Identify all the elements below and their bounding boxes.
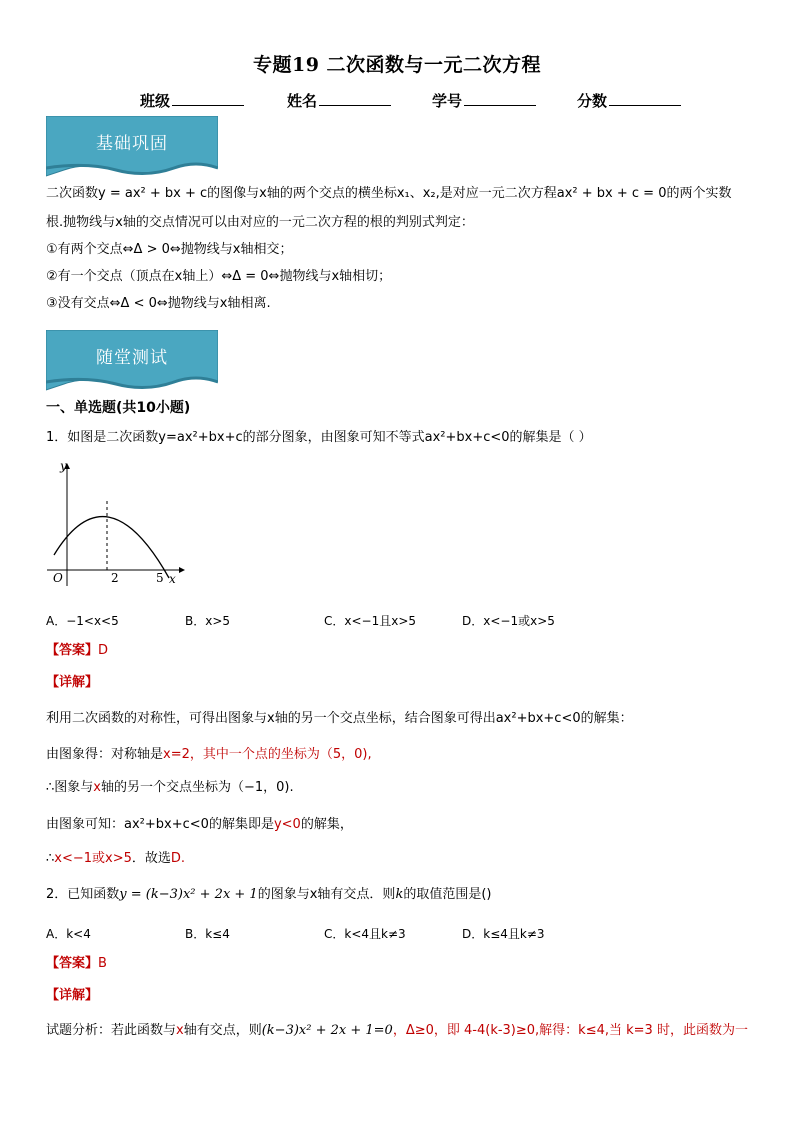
score-field: [577, 90, 681, 111]
q1-option-b[interactable]: B．x>5: [185, 614, 231, 628]
q1-detail-tag: 【详解】: [46, 675, 99, 690]
q1-option-c[interactable]: C．x<−1且x>5: [324, 614, 417, 628]
q1-detail-2-text: 由图象得：对称轴是: [46, 747, 164, 762]
answer-value: B: [98, 956, 107, 971]
intro-item-1: ①有两个交点⇔Δ > 0⇔抛物线与x轴相交；: [46, 242, 293, 257]
q1-detail-4-ineq: ax²+bx+c<0: [124, 817, 209, 832]
q1-parabola-graph: [44, 460, 194, 588]
q1-answer: [46, 641, 108, 661]
q2-stem-k: k: [395, 887, 404, 902]
q2-stem-c: 的图象与: [257, 887, 310, 902]
q1-detail-4: [46, 815, 353, 835]
id-label: 学号: [432, 92, 463, 110]
q2-detail-a: 试题分析：若此函数与: [46, 1023, 177, 1038]
q2-option-a[interactable]: A．k<4: [46, 927, 91, 941]
banner-quiz: [46, 330, 218, 392]
q1-detail-5-mid: ．故选: [131, 851, 171, 866]
q1-detail-1: 利用二次函数的对称性，可得出图象与x轴的另一个交点坐标，结合图象可得出ax²+bx+c<0的解集：: [46, 711, 633, 726]
q1-detail-4-mid: 的解集即是: [208, 817, 274, 832]
score-blank[interactable]: [609, 90, 681, 106]
intro-line-1: 二次函数y = ax² + bx + c的图像与x轴的两个交点的横坐标x₁、x₂,是对应一元二次方程ax² + bx + c = 0的两个实数: [46, 186, 732, 201]
q2-option-c[interactable]: C．k<4且k≠3: [324, 927, 406, 941]
q2-stem-function: y = (k−3)x² + 2x + 1: [119, 887, 258, 902]
tick-label-5: 5: [156, 571, 164, 585]
q2-detail-c: 轴有交点，则: [183, 1023, 262, 1038]
q2-option-d[interactable]: D．k≤4且k≠3: [462, 927, 545, 941]
q1-detail-2: [46, 745, 372, 765]
q2-detail-tag: 【详解】: [46, 988, 99, 1003]
answer-value: D: [98, 643, 109, 658]
q1-stem: 1．如图是二次函数y=ax²+bx+c的部分图象，由图象可知不等式ax²+bx+c<0的解集是（ ）: [46, 430, 592, 445]
intro-item-2: ②有一个交点（顶点在x轴上）⇔Δ = 0⇔抛物线与x轴相切；: [46, 269, 392, 284]
q1-detail-3-rest: 轴的另一个交点坐标为（−1，0).: [100, 780, 294, 795]
intro-item-3: ③没有交点⇔Δ < 0⇔抛物线与x轴相离.: [46, 296, 271, 311]
class-field: [140, 90, 244, 111]
q1-detail-4-text: 由图象可知：: [46, 817, 125, 832]
banner-basics: [46, 116, 218, 178]
parabola-curve: [54, 517, 169, 578]
intro-line-2: 根.抛物线与x轴的交点情况可以由对应的一元二次方程的根的判别式判定：: [46, 215, 474, 230]
name-label: 姓名: [287, 92, 318, 110]
id-field: [432, 90, 536, 111]
q2-stem-g: 的取值范围是(): [403, 887, 492, 902]
q1-detail-4-y: y<0: [273, 817, 301, 832]
q2-option-b[interactable]: B．k≤4: [185, 927, 230, 941]
name-blank[interactable]: [319, 90, 391, 106]
q1-detail-4-end: 的解集，: [300, 817, 353, 832]
q1-detail-5-solution: x<−1或x>5: [54, 851, 132, 866]
name-field: [287, 90, 391, 111]
q2-stem-a: 2．已知函数: [46, 887, 120, 902]
q1-option-d[interactable]: D．x<−1或x>5: [462, 614, 555, 628]
q1-option-a[interactable]: A．−1<x<5: [46, 614, 119, 628]
page-title: 专题19 二次函数与一元二次方程: [252, 54, 542, 76]
section-heading: 一、单选题(共10小题): [46, 400, 191, 416]
banner-basics-label: 基础巩固: [96, 134, 168, 154]
q2-stem: [46, 885, 491, 905]
id-blank[interactable]: [464, 90, 536, 106]
origin-label: O: [53, 571, 63, 585]
answer-tag: 【答案】: [46, 956, 99, 971]
q1-detail-3: [46, 778, 294, 798]
q2-detail: [46, 1021, 748, 1041]
q2-stem-x: x: [309, 887, 318, 902]
x-axis-label: x: [169, 572, 176, 586]
y-axis-label: y: [60, 460, 67, 473]
q1-detail-5: [46, 849, 185, 869]
q2-answer: [46, 954, 107, 974]
q2-detail-equation: (k−3)x² + 2x + 1=0: [261, 1023, 393, 1038]
q1-detail-3-text: ∴图象与: [46, 780, 94, 795]
q2-stem-e: 轴有交点．则: [317, 887, 396, 902]
answer-tag: 【答案】: [46, 643, 99, 658]
q2-detail-x: x: [176, 1023, 184, 1038]
class-label: 班级: [140, 92, 171, 110]
tick-label-2: 2: [111, 571, 119, 585]
q1-detail-5-therefore: ∴: [46, 851, 55, 866]
q2-detail-e: ，Δ≥0，即 4-4(k-3)≥0,解得：k≤4,当 k=3 时，此函数为一: [392, 1023, 748, 1038]
q1-detail-5-choice: D.: [170, 851, 186, 866]
q1-detail-2-red: x=2，其中一个点的坐标为（5，0),: [163, 747, 372, 762]
banner-quiz-label: 随堂测试: [96, 348, 168, 368]
q1-detail-3-x: x: [93, 780, 101, 795]
class-blank[interactable]: [172, 90, 244, 106]
score-label: 分数: [577, 92, 608, 110]
